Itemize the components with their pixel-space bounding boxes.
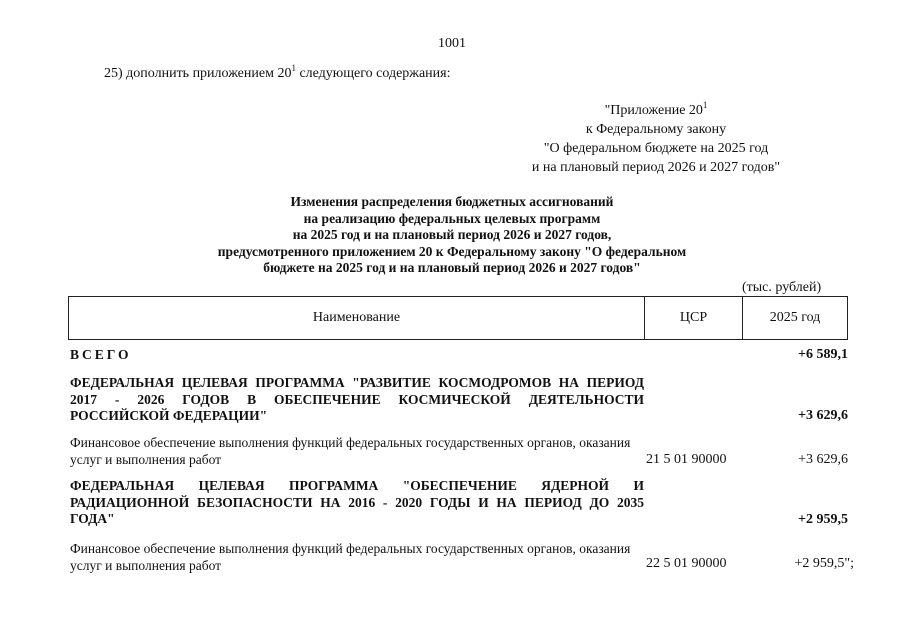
header-year: 2025 год (769, 310, 821, 325)
program-2-label: ФЕДЕРАЛЬНАЯ ЦЕЛЕВАЯ ПРОГРАММА "ОБЕСПЕЧЕНИЕ ЯДЕРНОЙ И РАДИАЦИОННОЙ БЕЗОПАСНОСТИ НА 2016 - 2020 ГОДЫ И НА ПЕРИОД ДО 2035 ГОДА" (70, 478, 644, 526)
units-label: (тыс. рублей) (742, 280, 822, 295)
program-1-label: ФЕДЕРАЛЬНАЯ ЦЕЛЕВАЯ ПРОГРАММА "РАЗВИТИЕ КОСМОДРОМОВ НА ПЕРИОД 2017 - 2026 ГОДОВ В ОБЕСПЕЧЕНИЕ КОСМИЧЕСКОЙ ДЕЯТЕЛЬНОСТИ РОССИЙСКОЙ ФЕДЕРАЦИИ" (70, 375, 644, 423)
document-title (160, 194, 744, 277)
item-2-value: +2 959,5"; (794, 556, 854, 571)
total-label: ВСЕГО (70, 347, 132, 362)
appendix-line-2: к Федеральному закону (585, 122, 727, 137)
title-line-5: бюджете на 2025 год и на плановый период 2026 и 2027 годов" (263, 260, 641, 275)
program-1-value: +3 629,6 (798, 408, 848, 423)
intro-text (104, 63, 451, 82)
header-csr: ЦСР (645, 297, 743, 339)
appendix-superscript: 1 (702, 100, 708, 110)
page-number: 1001 (438, 36, 466, 51)
title-line-3: на 2025 год и на плановый период 2026 и 2027 годов, (292, 227, 612, 242)
item-1-value: +3 629,6 (798, 452, 848, 467)
item-2-csr: 22 5 01 90000 (646, 556, 727, 571)
title-line-1: Изменения распределения бюджетных ассигнований (290, 194, 614, 209)
intro-suffix: следующего содержания: (295, 66, 451, 81)
program-2-value: +2 959,5 (798, 512, 848, 527)
appendix-header (500, 96, 812, 177)
item-1-label: Финансовое обеспечение выполнения функций федеральных государственных органов, оказания услуг и выполнения работ (70, 435, 631, 467)
intro-prefix: 25) дополнить приложением 20 (104, 66, 292, 81)
item-1-csr: 21 5 01 90000 (646, 452, 727, 467)
appendix-title: "Приложение 20 (604, 103, 703, 118)
title-line-4: предусмотренного приложением 20 к Федеральному закону "О федеральном (217, 243, 687, 259)
header-name: Наименование (69, 297, 645, 339)
title-line-2: на реализацию федеральных целевых программ (303, 210, 601, 226)
total-value: +6 589,1 (798, 347, 848, 362)
table-header (68, 296, 848, 340)
appendix-line-3: "О федеральном бюджете на 2025 год (543, 141, 769, 156)
intro-superscript: 1 (291, 63, 296, 73)
appendix-line-4: и на плановый период 2026 и 2027 годов" (531, 160, 781, 175)
item-2-label: Финансовое обеспечение выполнения функций федеральных государственных органов, оказания услуг и выполнения работ (70, 541, 631, 573)
appendix-line-1 (500, 96, 812, 120)
